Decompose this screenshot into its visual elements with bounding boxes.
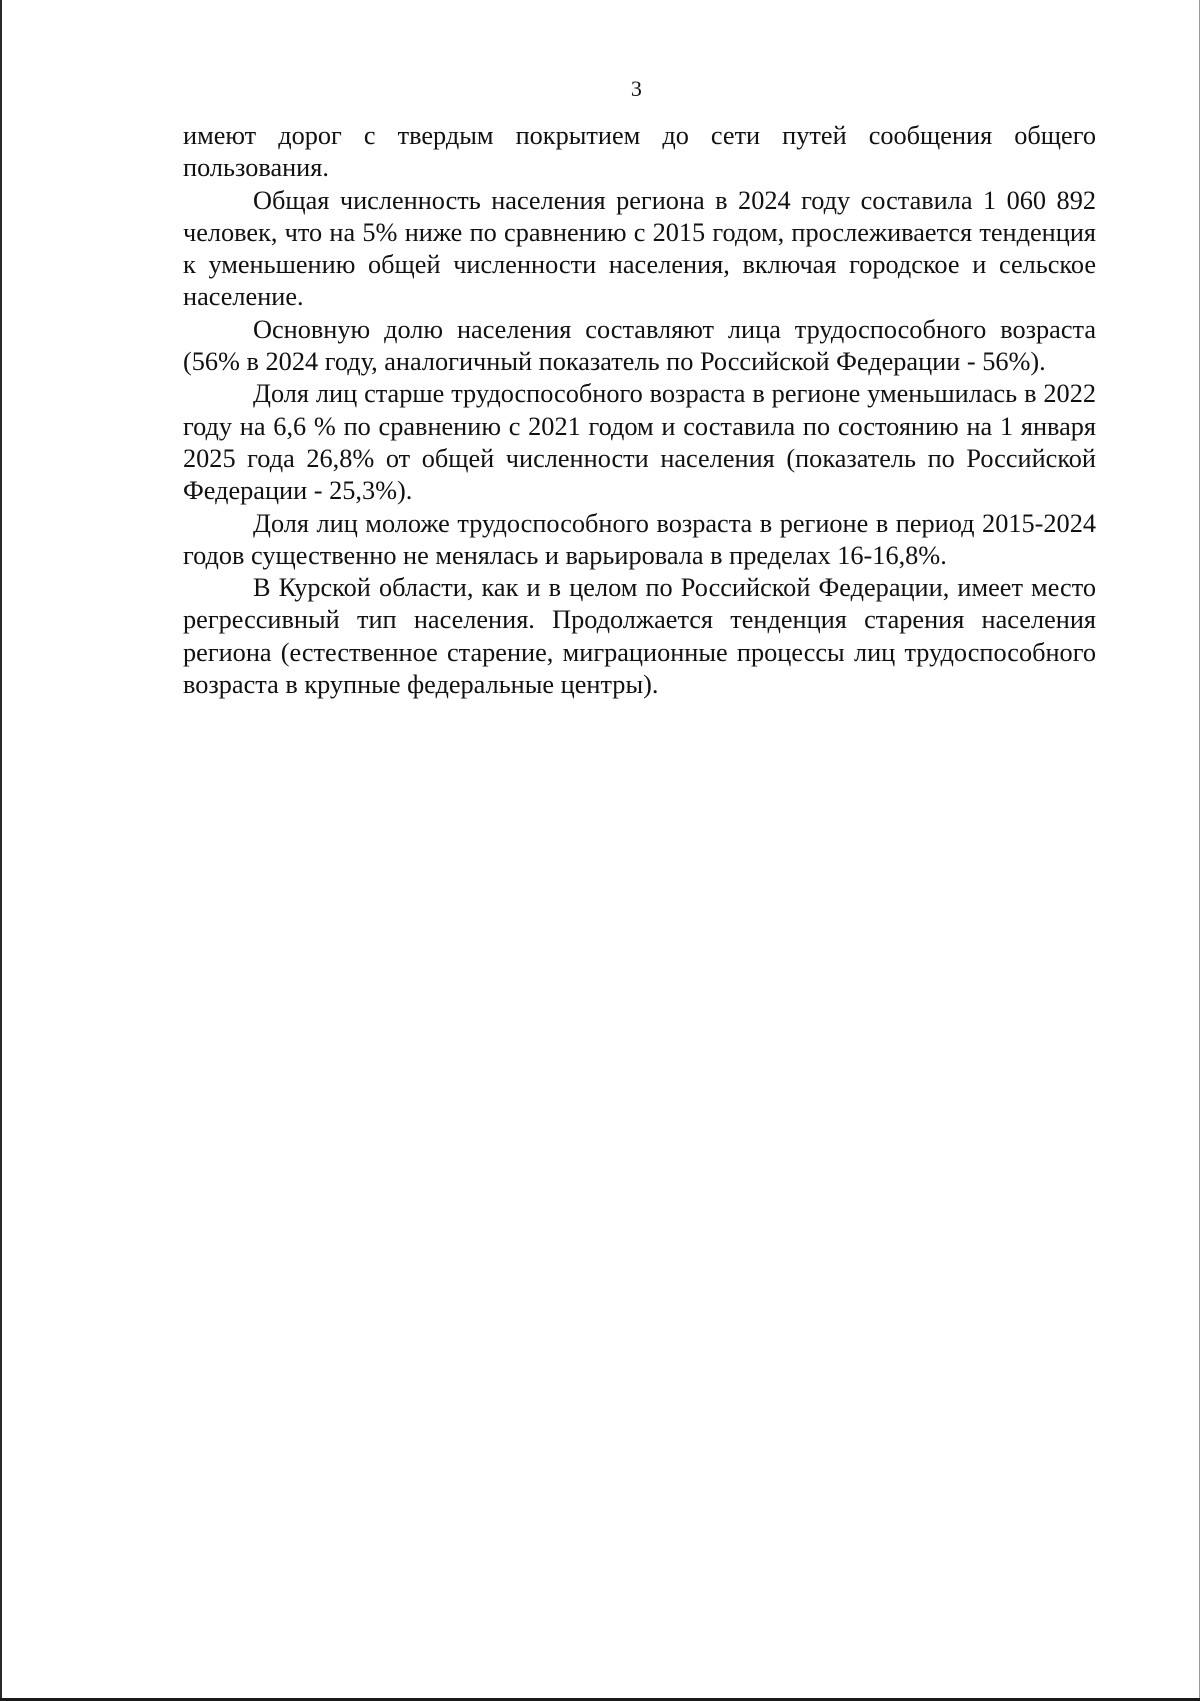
scan-left-edge [0, 0, 2, 1701]
paragraph-younger-age-share: Доля лиц моложе трудоспособного возраста в регионе в период 2015-2024 годов существенно не менялась и варьировала в пределах 16-16,8%. [183, 508, 1096, 570]
document-body [183, 120, 1096, 701]
paragraph-population-total: Общая численность населения региона в 2024 году составила 1 060 892 человек, что на 5% ниже по сравнению с 2015 годом, прослеживается тенденция к уменьшению общей численности населения, включая городское и сельское население. [183, 185, 1096, 312]
paragraph-older-age-share: Доля лиц старше трудоспособного возраста в регионе уменьшилась в 2022 году на 6,6 % по сравнению с 2021 годом и составила по состоянию на 1 января 2025 года 26,8% от общей численности населения (показатель по Российской Федерации - 25,3%). [183, 379, 1096, 506]
paragraph-continuation: имеют дорог с твердым покрытием до сети путей сообщения общего пользования. [183, 121, 1096, 183]
paragraph-population-type: В Курской области, как и в целом по Российской Федерации, имеет место регрессивный тип населения. Продолжается тенденция старения населения региона (естественное старение, миграционные процессы лиц трудоспособного возраста в крупные федеральные центры). [183, 573, 1096, 700]
paragraph-working-age-share: Основную долю населения составляют лица трудоспособного возраста (56% в 2024 году, аналогичный показатель по Российской Федерации - 56%). [183, 314, 1096, 377]
page-number: 3 [630, 76, 643, 101]
